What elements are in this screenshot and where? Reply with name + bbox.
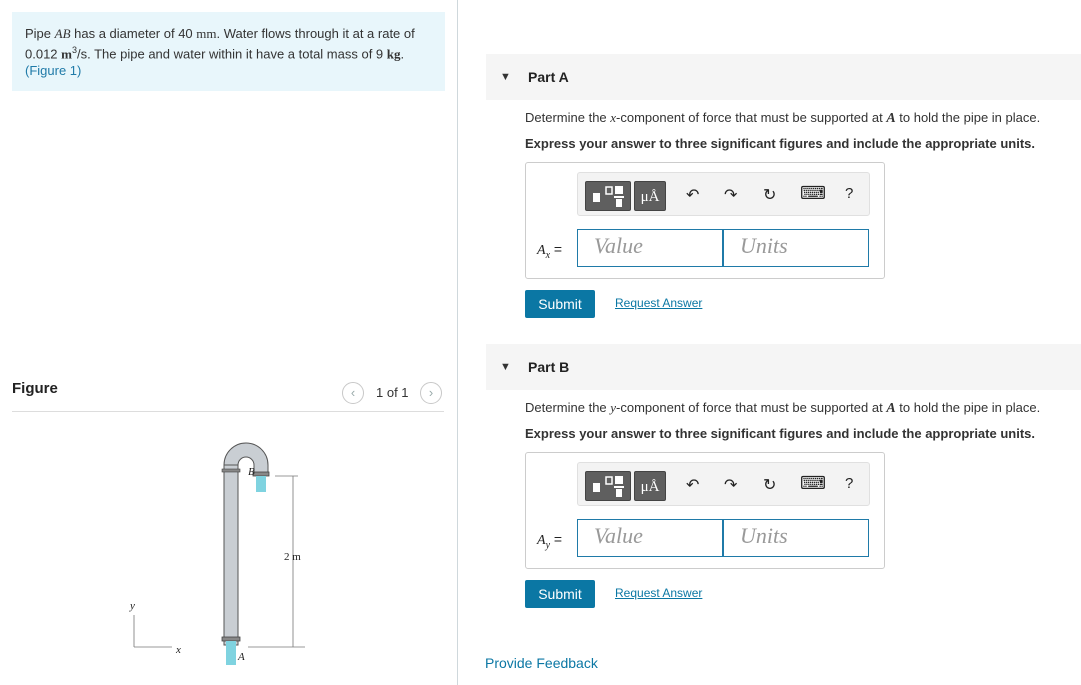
math-toolbar: [577, 172, 870, 216]
undo-icon[interactable]: ↶: [686, 477, 700, 494]
part-b-instruction: Express your answer to three significant figures and include the appropriate units.: [525, 426, 1035, 441]
equals: =: [550, 531, 563, 547]
part-b-question: [525, 400, 1040, 417]
help-icon[interactable]: ?: [845, 475, 854, 492]
variable: A: [537, 533, 546, 548]
templates-button[interactable]: [585, 471, 631, 501]
part-b-request-answer-link[interactable]: Request Answer: [615, 586, 703, 600]
units-button[interactable]: μÅ: [634, 471, 666, 501]
unit-kg: kg: [386, 46, 401, 62]
x-axis-label: x: [176, 644, 181, 656]
reset-icon[interactable]: ↻: [763, 477, 777, 494]
part-a-instruction: Express your answer to three significant figures and include the appropriate units.: [525, 136, 1035, 151]
part-b-answer-box: [525, 452, 885, 569]
provide-feedback-link[interactable]: Provide Feedback: [485, 655, 598, 671]
figure-link[interactable]: (Figure 1): [25, 63, 82, 79]
pipe-figure: [120, 425, 340, 675]
undo-icon[interactable]: ↶: [686, 187, 700, 204]
question-variable: x: [610, 110, 617, 125]
y-axis-label: y: [130, 600, 135, 612]
part-a-question: [525, 110, 1040, 127]
question-point: A: [886, 111, 896, 126]
answer-variable-label: [537, 241, 562, 261]
water-jet-b: [256, 476, 266, 492]
redo-icon[interactable]: ↷: [724, 187, 738, 204]
collapse-triangle-icon: ▼: [500, 361, 511, 373]
units-button[interactable]: μÅ: [634, 181, 666, 211]
unit-exponent: 3: [72, 45, 78, 55]
pipe-label: AB: [54, 26, 71, 41]
dimension-label: 2 m: [284, 551, 301, 563]
help-icon[interactable]: ?: [845, 185, 854, 202]
label-b: B: [248, 466, 255, 478]
problem-statement: [12, 12, 445, 91]
units-input[interactable]: Units: [723, 519, 869, 557]
question-variable: y: [610, 400, 617, 415]
collapse-triangle-icon: ▼: [500, 71, 511, 83]
problem-text: . Water flows through it at a rate of: [216, 26, 415, 41]
redo-icon[interactable]: ↷: [724, 477, 738, 494]
keyboard-icon[interactable]: ⌨: [800, 473, 826, 493]
flange-a: [222, 637, 240, 641]
question-text: -component of force that must be supported at: [616, 400, 887, 415]
figure-title: Figure: [12, 380, 58, 397]
subscript: y: [545, 539, 551, 551]
templates-icon: [586, 472, 630, 500]
question-point: A: [886, 401, 896, 416]
value-input[interactable]: Value: [577, 229, 723, 267]
unit-m: m: [61, 46, 72, 62]
prev-figure-button[interactable]: ‹: [342, 382, 364, 404]
question-text: Determine the: [525, 400, 611, 415]
units-input[interactable]: Units: [723, 229, 869, 267]
reset-icon[interactable]: ↻: [763, 187, 777, 204]
problem-text: has a diameter of 40: [70, 26, 197, 41]
math-toolbar: [577, 462, 870, 506]
next-figure-button[interactable]: ›: [420, 382, 442, 404]
figure-pager: 1 of 1: [376, 385, 409, 400]
part-a-submit-button[interactable]: Submit: [525, 290, 595, 318]
part-a-header[interactable]: [486, 54, 1081, 100]
unit-mm: mm: [196, 26, 217, 41]
question-text: -component of force that must be supported at: [616, 110, 887, 125]
label-a: A: [238, 651, 245, 663]
part-a-answer-box: [525, 162, 885, 279]
flange-b: [253, 472, 269, 476]
figure-divider: [12, 411, 444, 412]
answer-variable-label: [537, 531, 562, 551]
question-text: to hold the pipe in place.: [895, 400, 1041, 415]
flange: [222, 469, 240, 472]
value-input[interactable]: Value: [577, 519, 723, 557]
question-text: Determine the: [525, 110, 611, 125]
problem-text: 0.012: [25, 46, 62, 62]
problem-text: .: [400, 46, 405, 62]
part-b-header[interactable]: [486, 344, 1081, 390]
templates-button[interactable]: [585, 181, 631, 211]
water-inlet-a: [226, 641, 236, 665]
part-b-submit-button[interactable]: Submit: [525, 580, 595, 608]
pane-divider: [457, 0, 458, 685]
part-a-request-answer-link[interactable]: Request Answer: [615, 296, 703, 310]
part-a-title: Part A: [528, 69, 569, 85]
question-text: to hold the pipe in place.: [895, 110, 1041, 125]
problem-text: Pipe: [25, 26, 55, 41]
part-b-title: Part B: [528, 359, 570, 375]
keyboard-icon[interactable]: ⌨: [800, 183, 826, 203]
problem-text: /s. The pipe and water within it have a total mass of 9: [77, 46, 387, 62]
subscript: x: [545, 249, 551, 261]
templates-icon: [586, 182, 630, 210]
equals: =: [550, 241, 563, 257]
pipe-body: [224, 465, 238, 645]
variable: A: [537, 243, 546, 258]
